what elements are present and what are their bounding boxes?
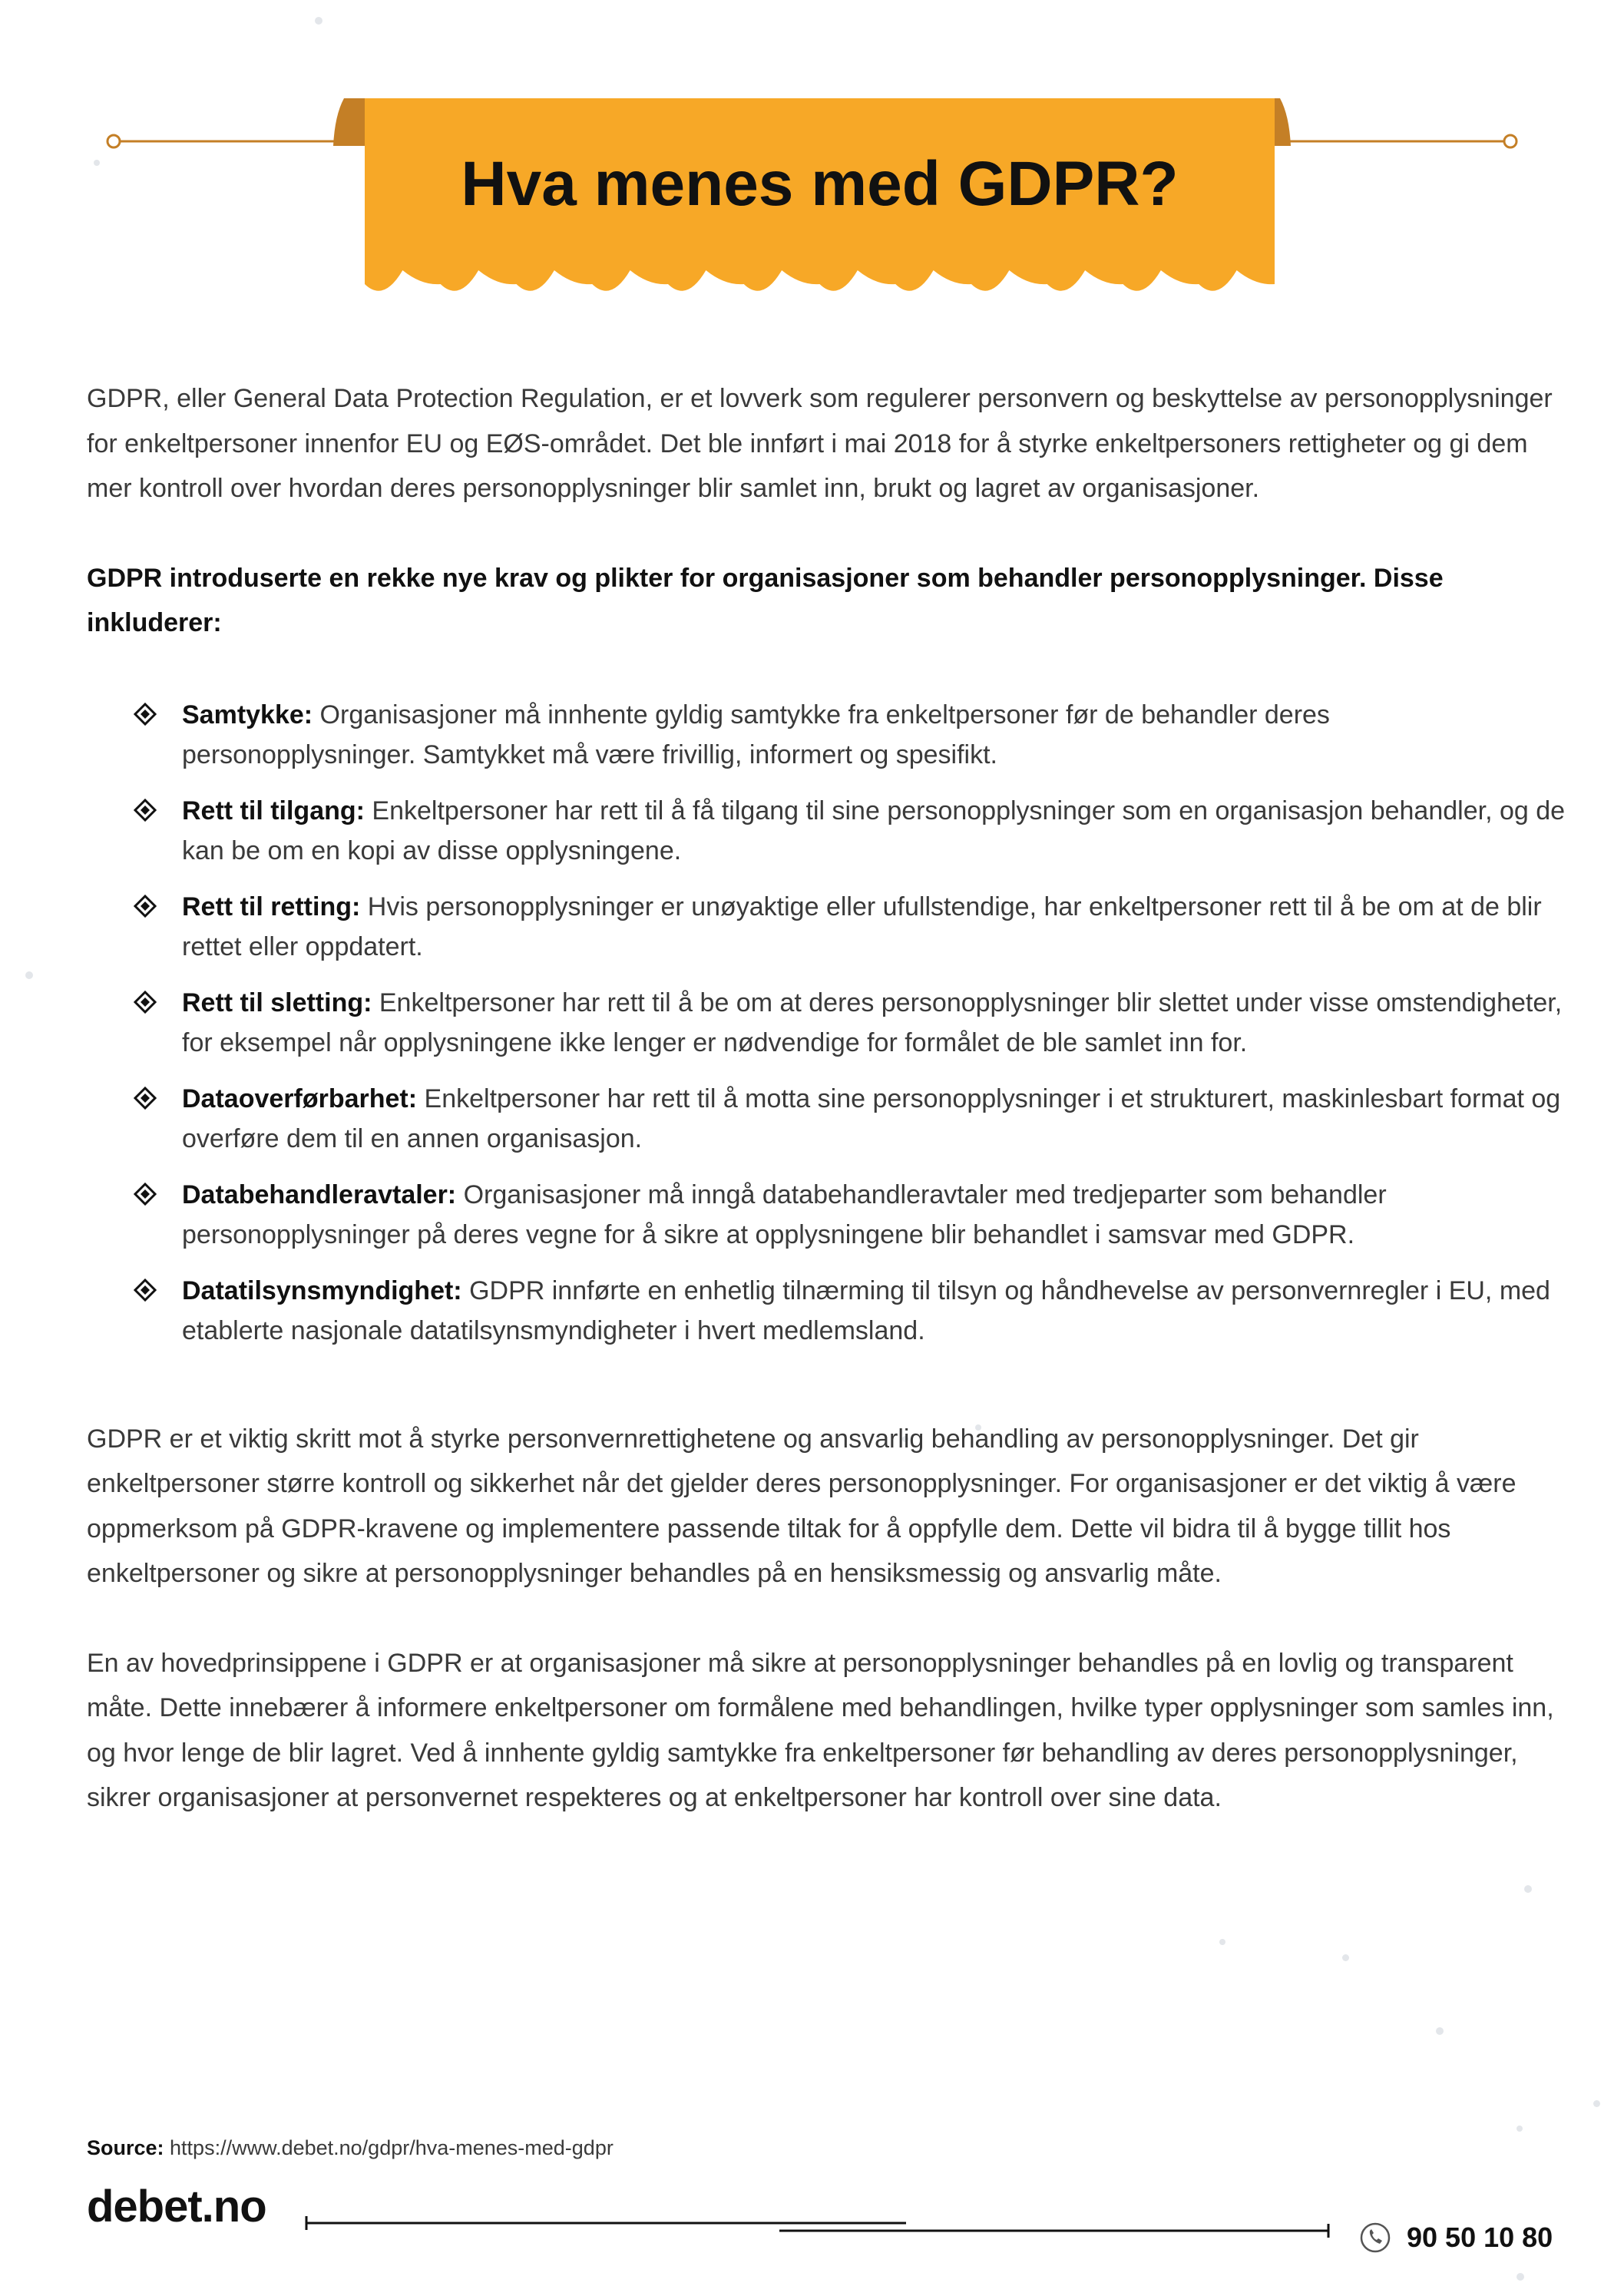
list-item-description: Enkeltpersoner har rett til å få tilgang til sine personopplysninger som en organisasjon behandler, og de kan be om en kopi av disse opplysningene.	[182, 796, 1566, 865]
requirements-list	[87, 695, 1569, 1351]
page-title: Hva menes med GDPR?	[461, 149, 1179, 219]
list-item-description: Organisasjoner må inngå databehandleravtaler med tredjeparter som behandler personopplysninger på deres vegne for å sikre at opplysningene blir behandlet i samsvar med GDPR.	[182, 1179, 1387, 1249]
source-line	[87, 2136, 614, 2160]
list-item-text	[182, 1084, 1560, 1153]
list-item-term: Rett til tilgang:	[182, 796, 365, 825]
list-item	[87, 1175, 1569, 1255]
list-item-text	[182, 700, 1330, 769]
list-item-description: Hvis personopplysninger er unøyaktige eller ufullstendige, har enkeltpersoner rett til å be om at de blir rettet eller oppdatert.	[182, 892, 1542, 961]
background-dot	[1593, 2100, 1600, 2107]
principles-paragraph: En av hovedprinsippene i GDPR er at organisasjoner må sikre at personopplysninger behandles på en lovlig og transparent måte. Dette innebærer å informere enkeltpersoner om formålene med behandlingen, hvilke typer opplysninger som samles inn, og hvor lenge de blir lagret. Ved å innhente gyldig samtykke fra enkeltpersoner før behandling av deres personopplysninger, sikrer organisasjoner at personvernet respekteres og at enkeltpersoner har kontroll over sine data.	[87, 1648, 1554, 1812]
intro-paragraph: GDPR, eller General Data Protection Regulation, er et lovverk som regulerer personvern og beskyttelse av personopplysninger for enkeltpersoner innenfor EU og EØS-området. Det ble innført i mai 2018 for å styrke enkeltpersoners rettigheter og gi dem mer kontroll over hvordan deres personopplysninger blir samlet inn, brukt og lagret av organisasjoner.	[87, 384, 1553, 503]
title-banner	[0, 0, 1624, 323]
list-item-description: Enkeltpersoner har rett til å motta sine personopplysninger i et strukturert, maskinlesbart format og overføre dem til en annen organisasjon.	[182, 1083, 1561, 1153]
list-item-text	[182, 988, 1562, 1057]
summary-paragraph: GDPR er et viktig skritt mot å styrke personvernrettighetene og ansvarlig behandling av personopplysninger. Det gir enkeltpersoner større kontroll og sikkerhet når det gjelder deres personopplysninger. For organisasjoner er det viktig å være oppmerksom på GDPR-kravene og implementere passende tiltak for å oppfylle dem. Dette vil bidra til å bygge tillit hos enkeltpersoner og sikre at personopplysninger behandles på en hensiksmessig og ansvarlig måte.	[87, 1424, 1517, 1588]
background-dot	[1342, 1954, 1349, 1961]
background-dot	[1436, 2027, 1444, 2035]
list-item	[87, 1079, 1569, 1159]
diamond-bullet-icon	[134, 1183, 157, 1206]
list-item-term: Rett til retting:	[182, 892, 361, 921]
diamond-bullet-icon	[134, 1087, 157, 1110]
background-dot	[1219, 1939, 1225, 1945]
list-item-term: Samtykke:	[182, 700, 313, 729]
list-item-text	[182, 1180, 1387, 1249]
list-item-description: Organisasjoner må innhente gyldig samtykke fra enkeltpersoner før de behandler deres personopplysninger. Samtykket må være frivillig, informert og spesifikt.	[182, 700, 1330, 769]
list-item	[87, 1271, 1569, 1351]
lead-paragraph: GDPR introduserte en rekke nye krav og plikter for organisasjoner som behandler personopplysninger. Disse inkluderer:	[87, 563, 1444, 637]
diamond-bullet-icon	[134, 895, 157, 918]
list-item-term: Dataoverførbarhet:	[182, 1083, 418, 1113]
source-label: Source:	[87, 2136, 164, 2159]
list-item	[87, 791, 1569, 871]
list-item-text	[182, 796, 1565, 865]
list-item	[87, 695, 1569, 775]
diamond-bullet-icon	[134, 703, 157, 726]
list-item-description: Enkeltpersoner har rett til å be om at deres personopplysninger blir slettet under visse omstendigheter, for eksempel når opplysningene ikke lenger er nødvendige for formålet de ble samlet inn for.	[182, 988, 1563, 1057]
list-item-term: Databehandleravtaler:	[182, 1179, 457, 1209]
background-dot	[25, 971, 33, 979]
list-item-term: Rett til sletting:	[182, 988, 372, 1017]
brand-logo: debet.no	[87, 2182, 266, 2231]
list-item	[87, 983, 1569, 1063]
diamond-bullet-icon	[134, 991, 157, 1014]
diamond-bullet-icon	[134, 1279, 157, 1302]
diamond-bullet-icon	[134, 799, 157, 822]
background-dot	[1517, 2126, 1523, 2132]
phone-number: 90 50 10 80	[1407, 2222, 1553, 2253]
article-body	[87, 376, 1569, 1821]
list-item-term: Datatilsynsmyndighet:	[182, 1275, 462, 1305]
footer-divider	[303, 2212, 1332, 2242]
phone-icon	[1359, 2222, 1391, 2254]
list-item-text	[182, 1276, 1550, 1345]
background-dot	[1517, 2273, 1524, 2281]
list-item-text	[182, 892, 1542, 961]
background-dot	[1524, 1885, 1532, 1893]
source-url: https://www.debet.no/gdpr/hva-menes-med-gdpr	[164, 2136, 614, 2159]
list-item	[87, 887, 1569, 967]
list-item-description: GDPR innførte en enhetlig tilnærming til tilsyn og håndhevelse av personvernregler i EU, med etablerte nasjonale datatilsynsmyndigheter i hvert medlemsland.	[182, 1275, 1550, 1345]
